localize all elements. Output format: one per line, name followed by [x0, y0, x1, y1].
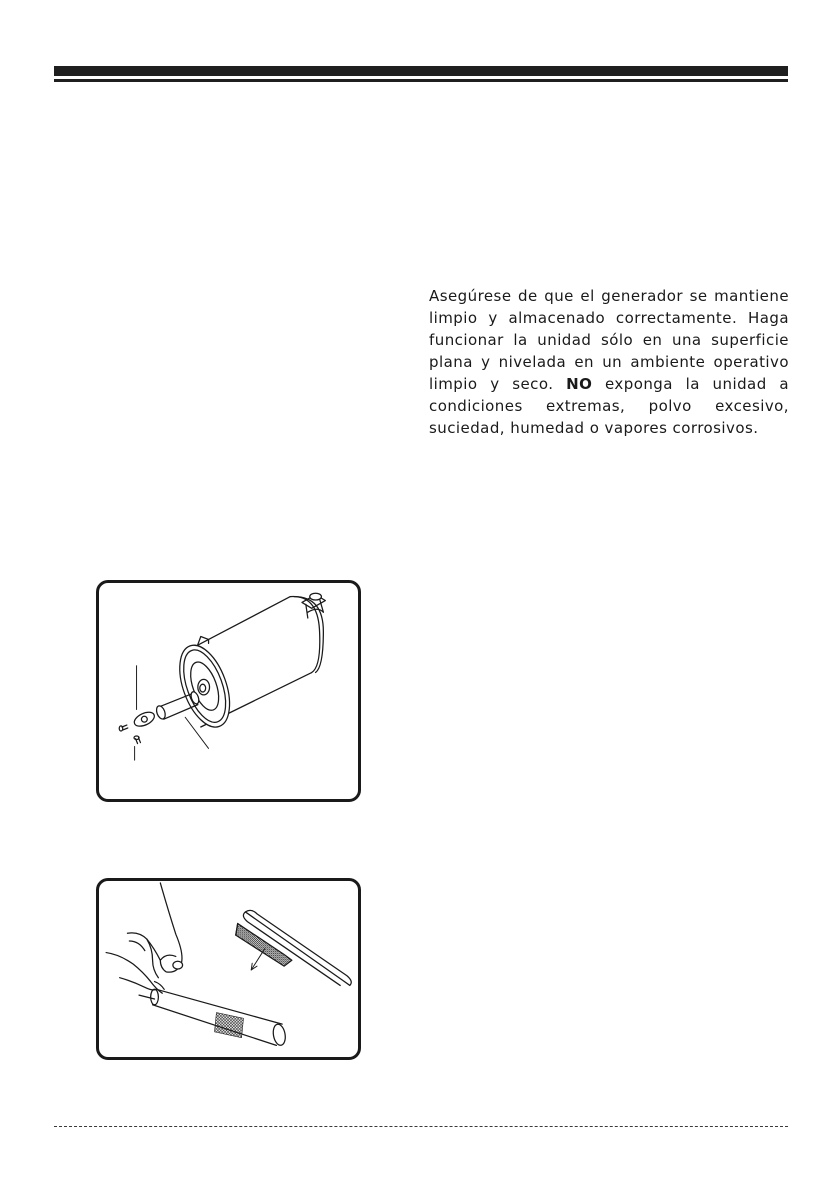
brush-icon: [99, 881, 358, 1057]
footer-dashed-rule: [54, 1126, 788, 1127]
muffler-icon: [99, 583, 358, 799]
maintenance-paragraph: [429, 285, 789, 439]
muffler-figure: [96, 580, 361, 802]
paragraph-bold-no: NO: [566, 375, 593, 393]
paragraph-text-start: Asegúrese de que el generador se mantiene limpio y almacenado correctamente. Haga funcionar la unidad sólo en una superficie plana y nivelada en un ambiente operativo limpio y seco.: [429, 287, 789, 393]
paragraph-text-end: exponga la unidad a condiciones extremas, polvo excesivo, suciedad, humedad o vapores corrosivos.: [429, 375, 789, 437]
header-rule-thin: [54, 79, 788, 82]
header-rule-thick: [54, 66, 788, 76]
brush-cleaning-figure: [96, 878, 361, 1060]
